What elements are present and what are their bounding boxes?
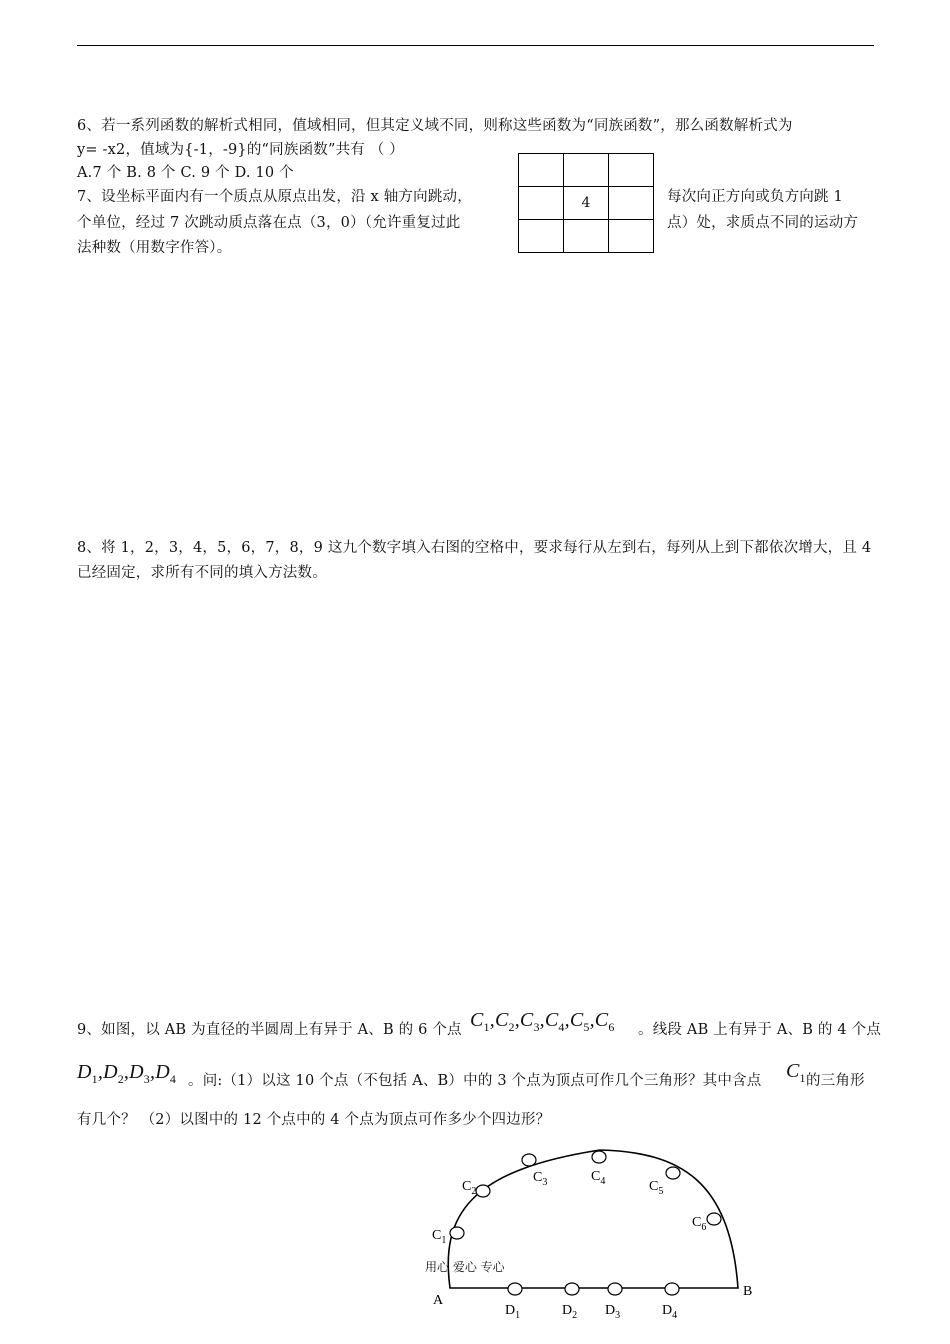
point-label-c1: $C_1$	[432, 1228, 447, 1246]
point-label-a: A	[433, 1293, 444, 1308]
point-marker	[608, 1283, 622, 1295]
point-label-c5: $C_5$	[649, 1179, 664, 1197]
point-label-d4: $D_4$	[662, 1303, 678, 1321]
q8-line-1: 8、将 1，2，3，4，5，6，7，8，9 这九个数字填入右图的空格中，要求每行从左到右，每列从上到下都依次增大，且 4	[77, 540, 872, 556]
q9-c1-point: $C_1$	[786, 1060, 806, 1085]
q7-line-1-left: 7、设坐标平面内有一个质点从原点出发，沿 x 轴方向跳动，	[77, 189, 472, 205]
q6-line-2: y= -x2，值域为{-1，-9}的“同族函数”共有 （ ）	[77, 142, 404, 158]
q9-line-2-mid: 。问:（1）以这 10 个点（不包括 A、B）中的 3 个点为顶点可作几个三角形？其中含点	[188, 1073, 762, 1089]
q6-line-1: 6、若一系列函数的解析式相同，值域相同，但其定义域不同，则称这些函数为“同族函数”，那么函数解析式为	[77, 118, 793, 134]
q9-c-points: $C_1,C_2,C_3,C_4,C_5,C_6$	[470, 1009, 615, 1034]
point-label-d2: $D_2$	[562, 1303, 578, 1321]
point-marker	[522, 1154, 536, 1166]
q9-line-2-post: 的三角形	[806, 1073, 865, 1089]
q7-line-2-left: 个单位，经过 7 次跳动质点落在点（3，0）（允许重复过此	[77, 215, 461, 231]
point-marker	[450, 1227, 464, 1239]
point-marker	[665, 1283, 679, 1295]
point-label-d1: $D_1$	[505, 1303, 521, 1321]
q7-line-2-right: 点）处，求质点不同的运动方	[667, 215, 859, 231]
point-marker	[565, 1283, 579, 1295]
point-label-c3: $C_3$	[533, 1170, 548, 1188]
point-marker	[592, 1151, 606, 1163]
q8-line-2: 已经固定，求所有不同的填入方法数。	[77, 565, 327, 581]
grid-cell-fixed-4: 4	[564, 187, 609, 220]
q9-line-3: 有几个？ （2）以图中的 12 个点中的 4 个点为顶点可作多少个四边形？	[77, 1112, 551, 1128]
q9-line-1-pre: 9、如图，以 AB 为直径的半圆周上有异于 A、B 的 6 个点	[77, 1022, 462, 1038]
footer-slogan: 用心 爱心 专心	[425, 1260, 505, 1274]
q9-d-points: $D_1,D_2,D_3,D_4$	[77, 1061, 177, 1086]
q6-options: A.7 个 B. 8 个 C. 9 个 D. 10 个	[77, 165, 294, 181]
point-label-b: B	[743, 1284, 753, 1299]
q9-line-1-post: 。线段 AB 上有异于 A、B 的 4 个点	[638, 1022, 882, 1038]
point-label-c4: $C_4$	[591, 1169, 606, 1187]
point-marker	[666, 1167, 680, 1179]
point-marker	[508, 1283, 522, 1295]
point-label-c6: $C_6$	[692, 1215, 707, 1233]
q7-line-3: 法种数（用数字作答）。	[77, 240, 232, 256]
point-label-d3: $D_3$	[605, 1303, 621, 1321]
point-label-c2: $C_2$	[462, 1179, 477, 1197]
point-marker	[476, 1185, 490, 1197]
q7-line-1-right: 每次向正方向或负方向跳 1	[667, 189, 843, 205]
point-marker	[707, 1213, 721, 1225]
